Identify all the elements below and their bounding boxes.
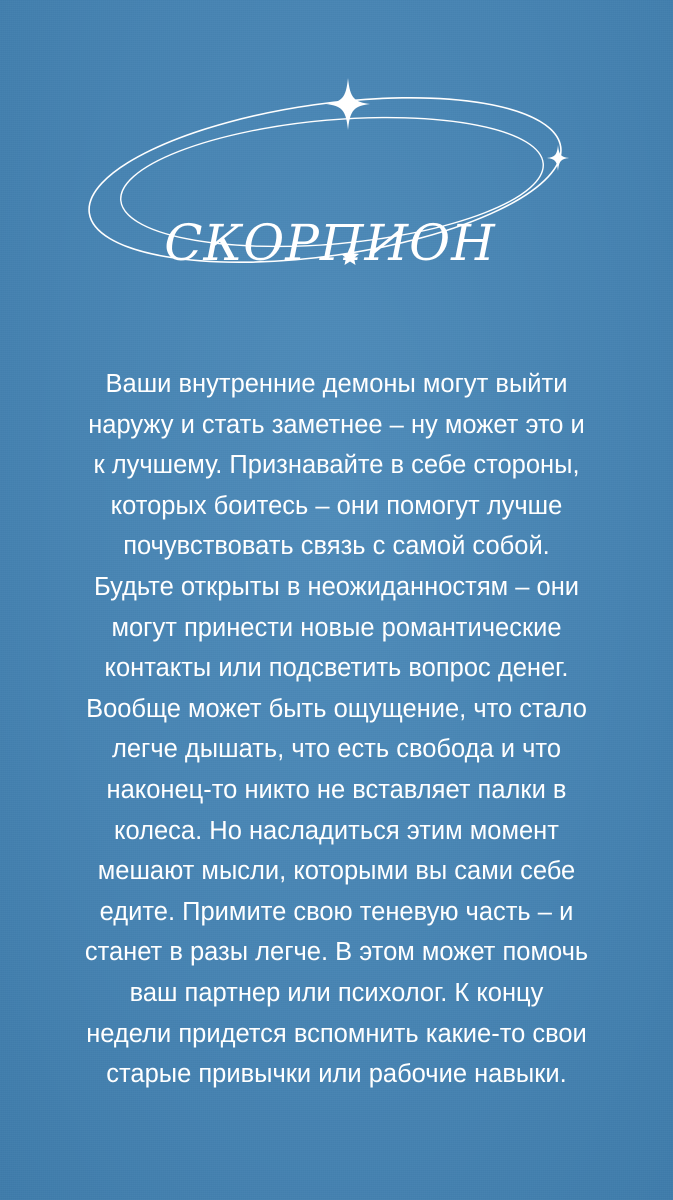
text-line: почувствовать связь с самой собой. xyxy=(123,532,550,561)
text-line: ваш партнер или психолог. К концу xyxy=(129,978,544,1007)
text-line: колеса. Но насладиться этим момент xyxy=(114,816,559,845)
title-emblem xyxy=(80,70,580,280)
text-line: мешают мысли, которыми вы сами себе xyxy=(97,857,576,886)
text-line: наконец-то никто не вставляет палки в xyxy=(106,775,567,804)
text-line: недели придется вспомнить какие-то свои xyxy=(86,1019,587,1048)
text-line: Будьте открыты в неожиданностям – они xyxy=(93,572,580,601)
text-line: станет в разы легче. В этом может помочь xyxy=(84,938,589,967)
small-star-icon xyxy=(547,145,569,171)
text-line: контакты или подсветить вопрос денег. xyxy=(104,654,569,683)
horoscope-text xyxy=(40,364,633,1095)
text-line: к лучшему. Признавайте в себе стороны, xyxy=(93,451,580,480)
text-line: могут принести новые романтические xyxy=(111,613,562,642)
text-line: едите. Примите свою теневую часть – и xyxy=(99,897,574,926)
text-line: старые привычки или рабочие навыки. xyxy=(106,1060,567,1089)
text-line: которых боитесь – они помогут лучше xyxy=(110,491,563,520)
sign-title: СКОРПИОН xyxy=(164,214,496,272)
text-line: наружу и стать заметнее – ну может это и xyxy=(88,410,585,439)
text-line: Вообще может быть ощущение, что стало xyxy=(86,694,587,723)
text-line: Ваши внутренние демоны могут выйти xyxy=(105,370,568,398)
sparkle-star-icon xyxy=(326,78,370,130)
text-line: легче дышать, что есть свобода и что xyxy=(111,735,561,764)
